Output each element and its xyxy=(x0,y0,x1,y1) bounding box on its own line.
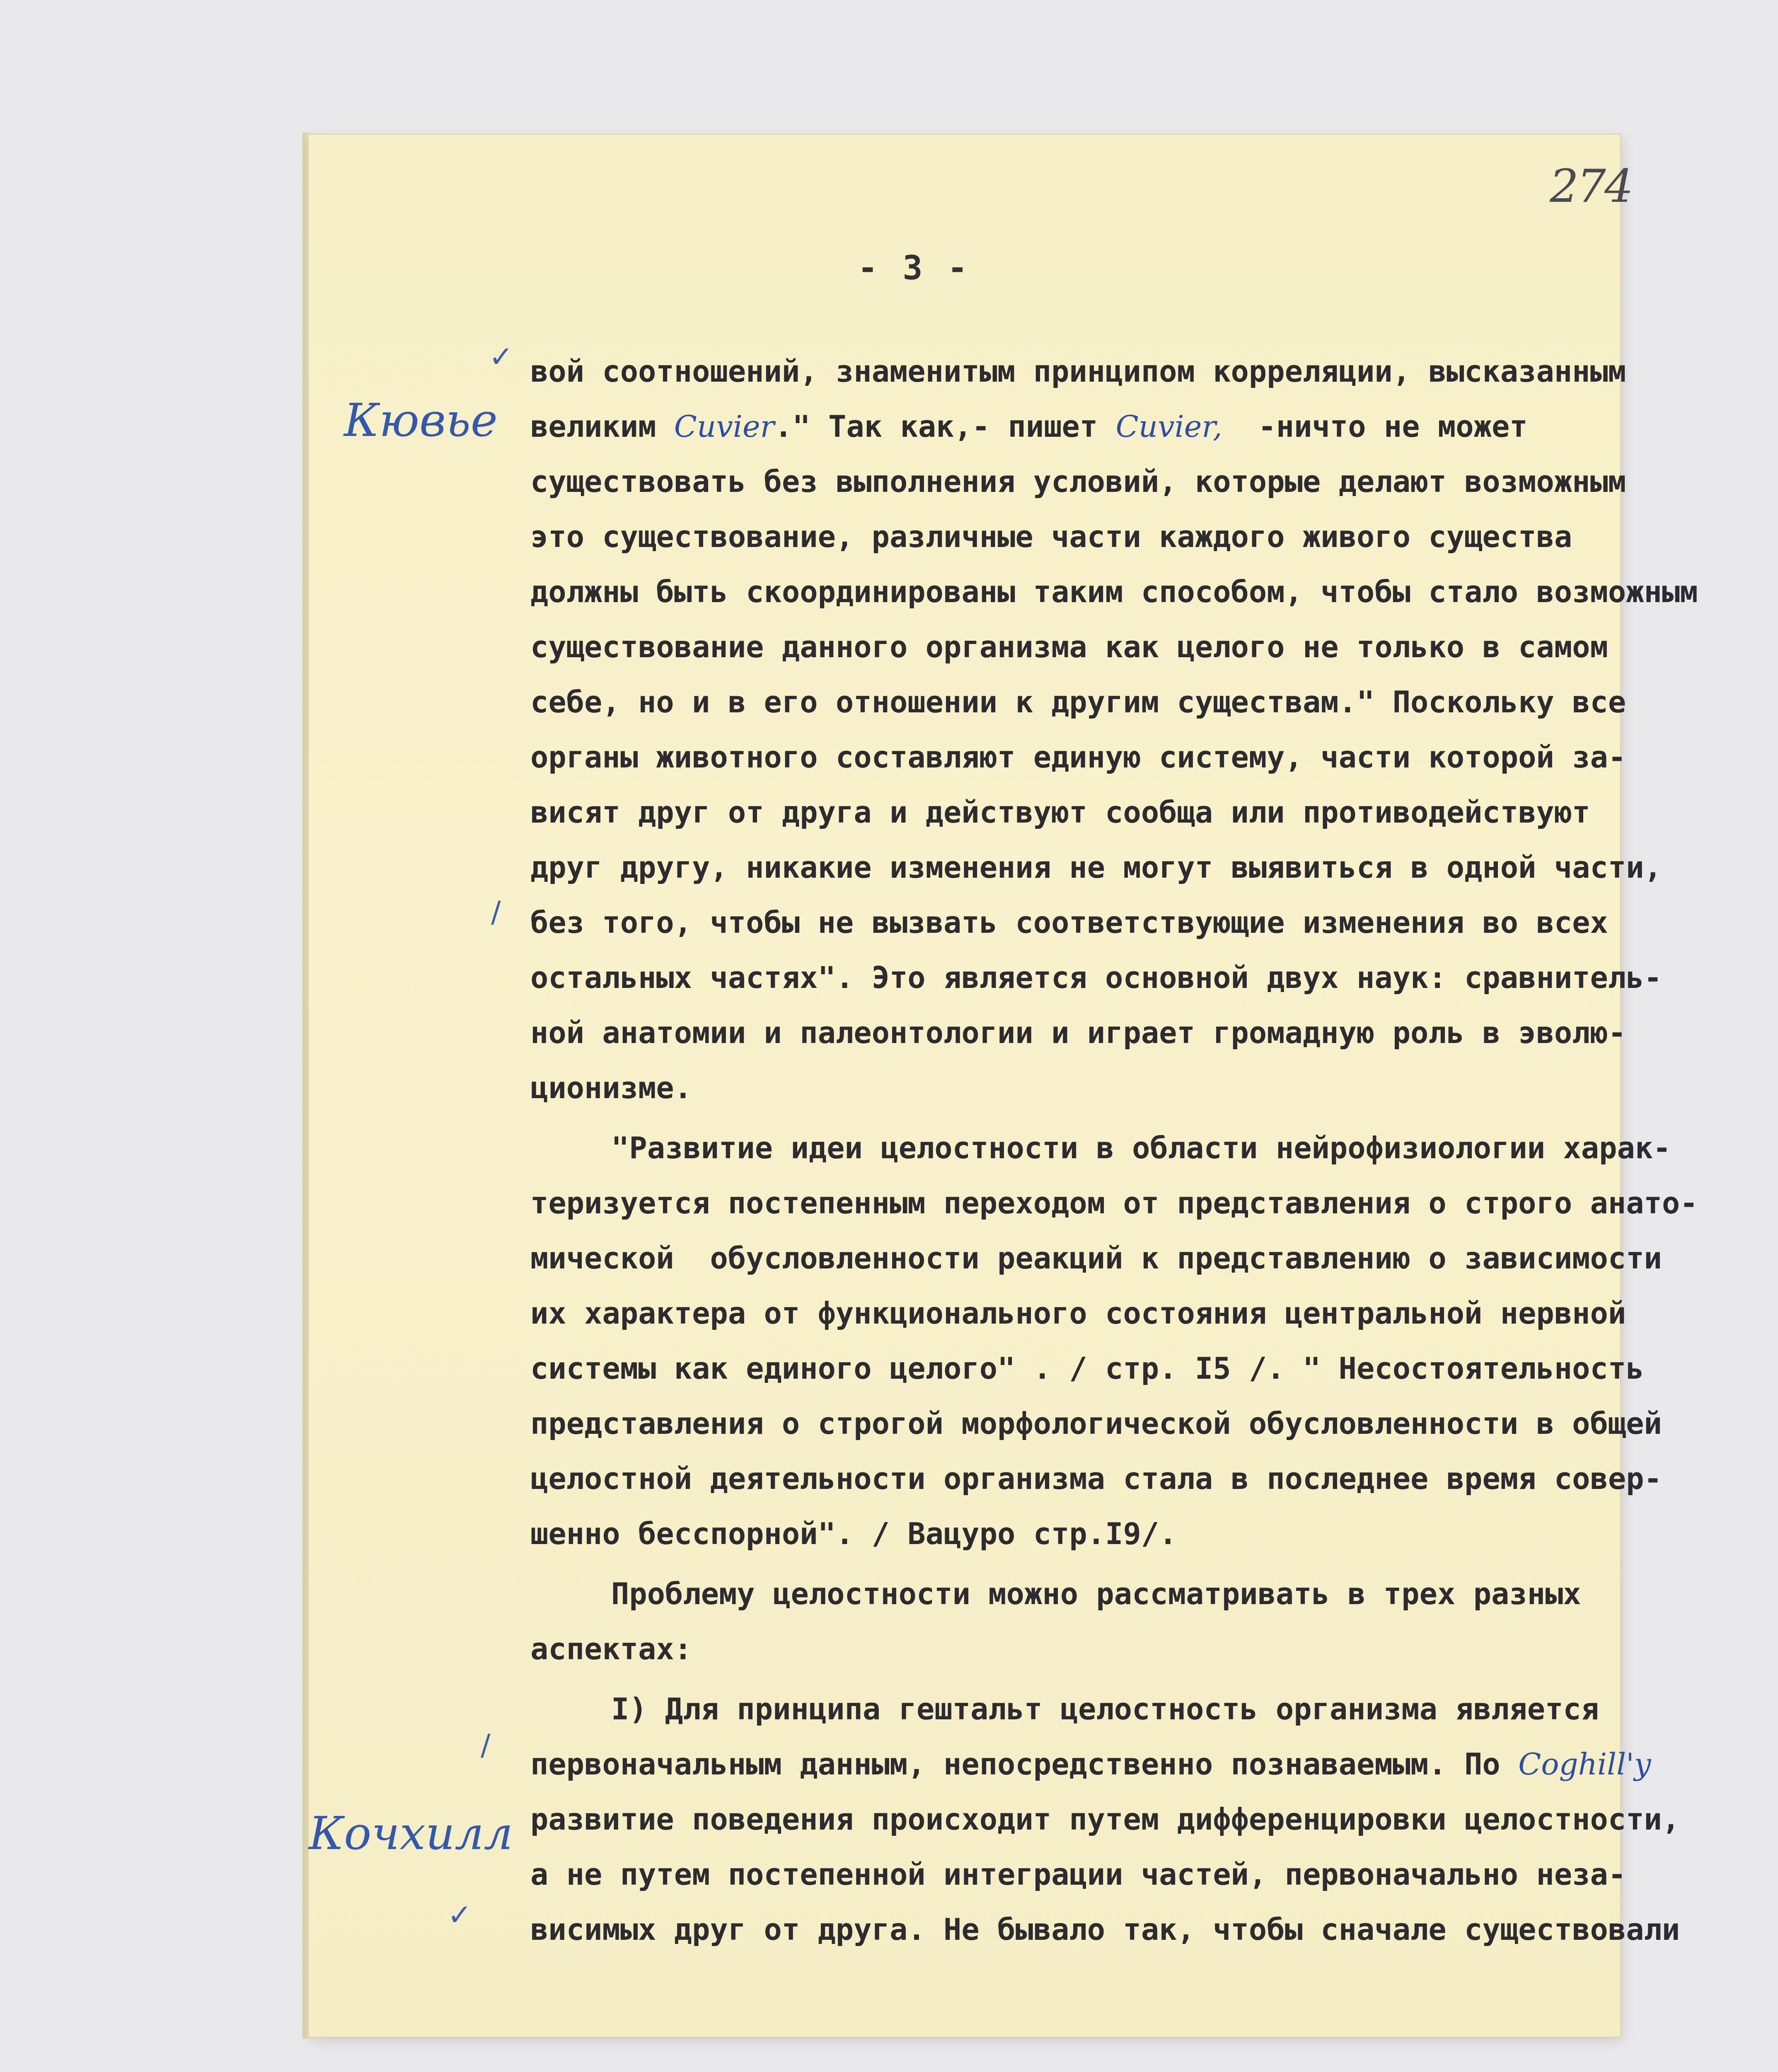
margin-tick: ✓ xyxy=(448,1898,472,1932)
text-line: целостной деятельности организма стала в последнее время совер- xyxy=(530,1461,1662,1496)
text-line: существование данного организма как целого не только в самом xyxy=(530,629,1608,664)
text-line: органы животного составляют единую систему, части которой за- xyxy=(530,740,1626,775)
text-line: "Развитие идеи целостности в области нейрофизиологии харак- xyxy=(611,1130,1671,1165)
text-line xyxy=(530,399,1633,454)
text-line: ционизме. xyxy=(530,1070,692,1105)
text-fragment: первоначальным данным, непосредственно познаваемым. По xyxy=(530,1747,1519,1782)
text-line: должны быть скоординированы таким способом, чтобы стало возможным xyxy=(530,574,1698,609)
handwritten-name: Coghill'у xyxy=(1518,1747,1652,1782)
text-line: вой соотношений, знаменитым принципом корреляции, высказанным xyxy=(530,354,1626,389)
text-line: а не путем постепенной интеграции частей, первоначально неза- xyxy=(530,1857,1626,1892)
text-line: аспектах: xyxy=(530,1631,692,1666)
text-line: I) Для принципа гештальт целостность организма является xyxy=(611,1692,1599,1726)
text-line: их характера от функционального состояния центральной нервной xyxy=(530,1296,1626,1331)
text-line: висимых друг от друга. Не бывало так, чтобы сначале существовали xyxy=(530,1912,1680,1947)
text-line: теризуется постепенным переходом от представления о строго анато- xyxy=(530,1186,1698,1220)
text-fragment: великим xyxy=(530,409,674,444)
text-line xyxy=(530,1737,1652,1792)
text-fragment: -ничто не может xyxy=(1222,409,1528,444)
margin-note-cuvier: Кювье xyxy=(344,394,498,447)
text-line: висят друг от друга и действуют сообща или противодействуют xyxy=(530,795,1590,830)
text-line: это существование, различные части каждого живого существа xyxy=(530,519,1572,554)
handwritten-name: Cuvier, xyxy=(1115,409,1222,444)
handwritten-name: Cuvier xyxy=(674,409,774,444)
text-fragment: ." Так как,- пишет xyxy=(774,409,1116,444)
page-number: - 3 - xyxy=(858,249,970,287)
text-line: остальных частях". Это является основной двух наук: сравнитель- xyxy=(530,960,1662,995)
margin-note-coghill: Кочхилл xyxy=(309,1807,513,1860)
text-line: мической обусловленности реакций к представлению о зависимости xyxy=(530,1241,1662,1276)
text-line: Проблему целостности можно рассматривать в трех разных xyxy=(611,1576,1581,1611)
text-line: друг другу, никакие изменения не могут выявиться в одной части, xyxy=(530,850,1662,885)
text-line: существовать без выполнения условий, которые делают возможным xyxy=(530,464,1626,499)
text-line: шенно бесспорной". / Вацуро стр.I9/. xyxy=(530,1516,1177,1551)
text-line: без того, чтобы не вызвать соответствующие изменения во всех xyxy=(530,905,1608,940)
text-line: себе, но и в его отношении к другим существам." Поскольку все xyxy=(530,685,1626,719)
text-line: развитие поведения происходит путем дифференцировки целостности, xyxy=(530,1802,1680,1837)
margin-tick: / xyxy=(481,1728,491,1762)
margin-tick: / xyxy=(491,895,501,929)
archive-folio-number: 274 xyxy=(1550,160,1632,213)
margin-tick: ✓ xyxy=(489,340,513,374)
text-line: ной анатомии и палеонтологии и играет громадную роль в эволю- xyxy=(530,1015,1626,1050)
text-line: системы как единого целого" . / стр. I5 /. " Несостоятельность xyxy=(530,1351,1644,1386)
typed-text-body xyxy=(530,344,1698,1957)
text-line: представления о строгой морфологической обусловленности в общей xyxy=(530,1406,1662,1441)
